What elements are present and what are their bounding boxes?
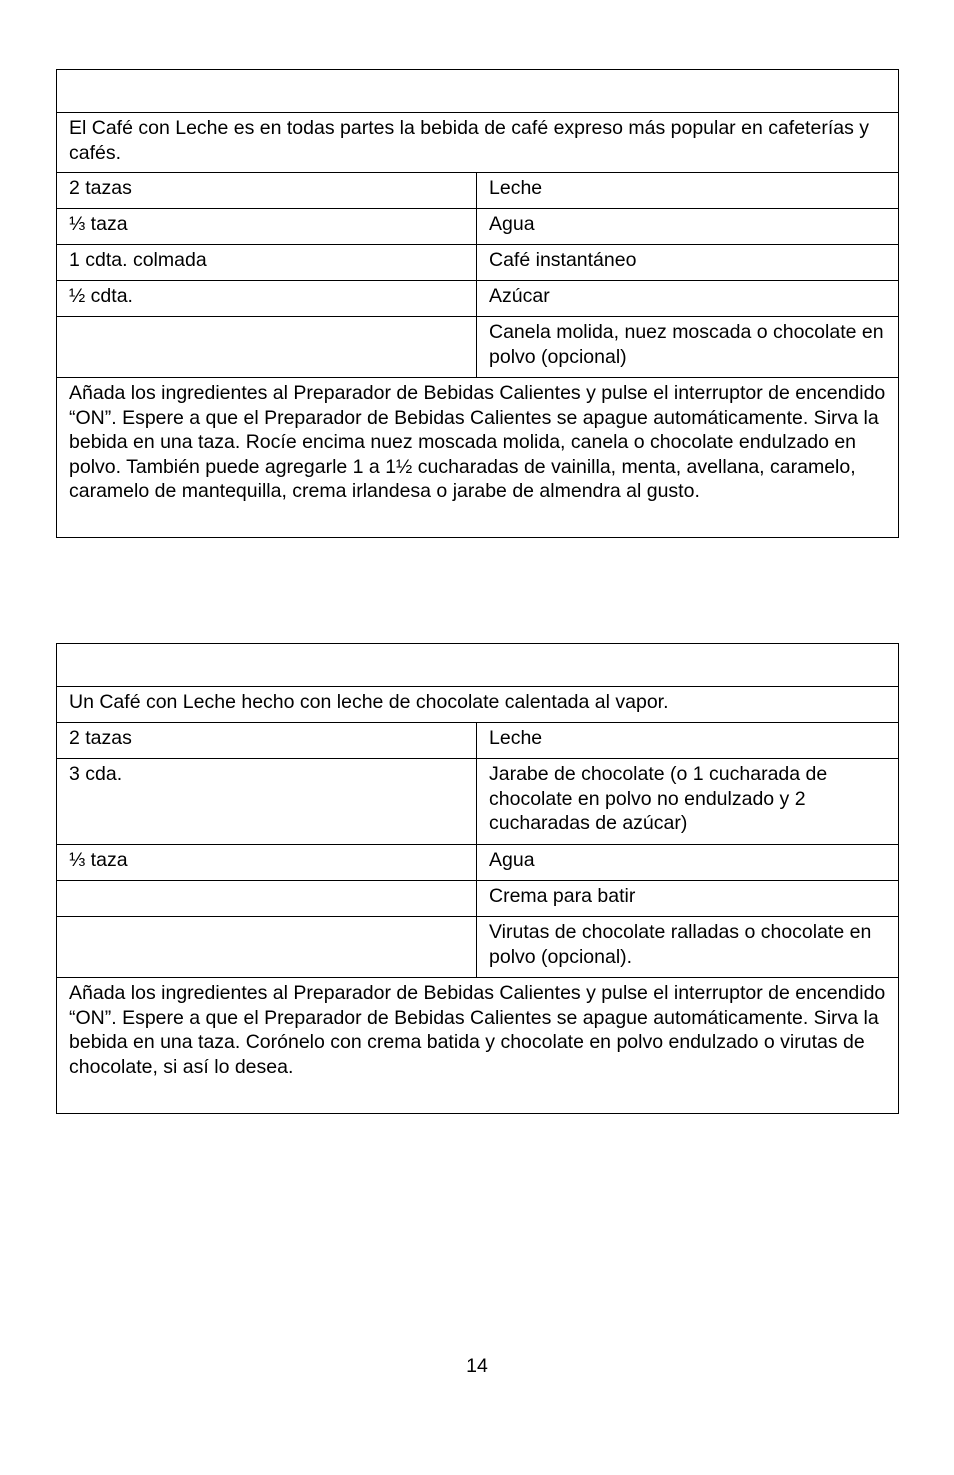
ingredient-name: Leche [477, 173, 899, 209]
recipe-table-chocolate-cafe-con-leche [56, 643, 899, 1114]
ingredient-name: Jarabe de chocolate (o 1 cucharada de chocolate en polvo no endulzado y 2 cucharadas de azúcar) [477, 759, 899, 845]
ingredient-row [57, 173, 899, 209]
ingredient-row [57, 917, 899, 978]
ingredient-quantity: 1 cdta. colmada [57, 245, 477, 281]
recipe-title-row [57, 644, 899, 687]
ingredient-row [57, 245, 899, 281]
ingredient-row [57, 881, 899, 917]
ingredient-quantity: ⅓ taza [57, 209, 477, 245]
recipe-instructions-row [57, 378, 899, 538]
ingredient-quantity: ⅓ taza [57, 845, 477, 881]
ingredient-row [57, 281, 899, 317]
ingredient-name: Canela molida, nuez moscada o chocolate en polvo (opcional) [477, 317, 899, 378]
ingredient-quantity: 3 cda. [57, 759, 477, 845]
recipe-intro: Un Café con Leche hecho con leche de chocolate calentada al vapor. [57, 687, 899, 723]
ingredient-name: Virutas de chocolate ralladas o chocolate en polvo (opcional). [477, 917, 899, 978]
recipe-title-row [57, 70, 899, 113]
recipe-intro: El Café con Leche es en todas partes la bebida de café expreso más popular en cafeterías y cafés. [57, 113, 899, 173]
ingredient-row [57, 759, 899, 845]
ingredient-row [57, 209, 899, 245]
ingredient-name: Azúcar [477, 281, 899, 317]
recipe-instructions-row [57, 978, 899, 1114]
ingredient-quantity: 2 tazas [57, 723, 477, 759]
ingredient-row [57, 845, 899, 881]
ingredient-quantity: 2 tazas [57, 173, 477, 209]
recipe-intro-row [57, 113, 899, 173]
ingredient-quantity: ½ cdta. [57, 281, 477, 317]
recipe-table-cafe-con-leche [56, 69, 899, 538]
page-number: 14 [466, 1355, 488, 1377]
ingredient-name: Agua [477, 209, 899, 245]
recipe-title [57, 70, 899, 113]
ingredient-quantity [57, 317, 477, 378]
recipe-intro-row [57, 687, 899, 723]
ingredient-name: Café instantáneo [477, 245, 899, 281]
ingredient-name: Crema para batir [477, 881, 899, 917]
ingredient-row [57, 723, 899, 759]
recipe-title [57, 644, 899, 687]
recipe-instructions: Añada los ingredientes al Preparador de Bebidas Calientes y pulse el interruptor de encendido “ON”. Espere a que el Preparador de Bebidas Calientes se apague automáticamente. Sirva la bebida en una taza. Rocíe encima nuez moscada molida, canela o chocolate endulzado en polvo. También puede agregarle 1 a 1½ cucharadas de vainilla, menta, avellana, caramelo, caramelo de mantequilla, crema irlandesa o jarabe de almendra al gusto. [57, 378, 899, 538]
ingredient-quantity [57, 881, 477, 917]
recipe-instructions: Añada los ingredientes al Preparador de Bebidas Calientes y pulse el interruptor de encendido “ON”. Espere a que el Preparador de Bebidas Calientes se apague automáticamente. Sirva la bebida en una taza. Corónelo con crema batida y chocolate en polvo endulzado o virutas de chocolate, si así lo desea. [57, 978, 899, 1114]
ingredient-name: Agua [477, 845, 899, 881]
ingredient-row [57, 317, 899, 378]
ingredient-name: Leche [477, 723, 899, 759]
ingredient-quantity [57, 917, 477, 978]
